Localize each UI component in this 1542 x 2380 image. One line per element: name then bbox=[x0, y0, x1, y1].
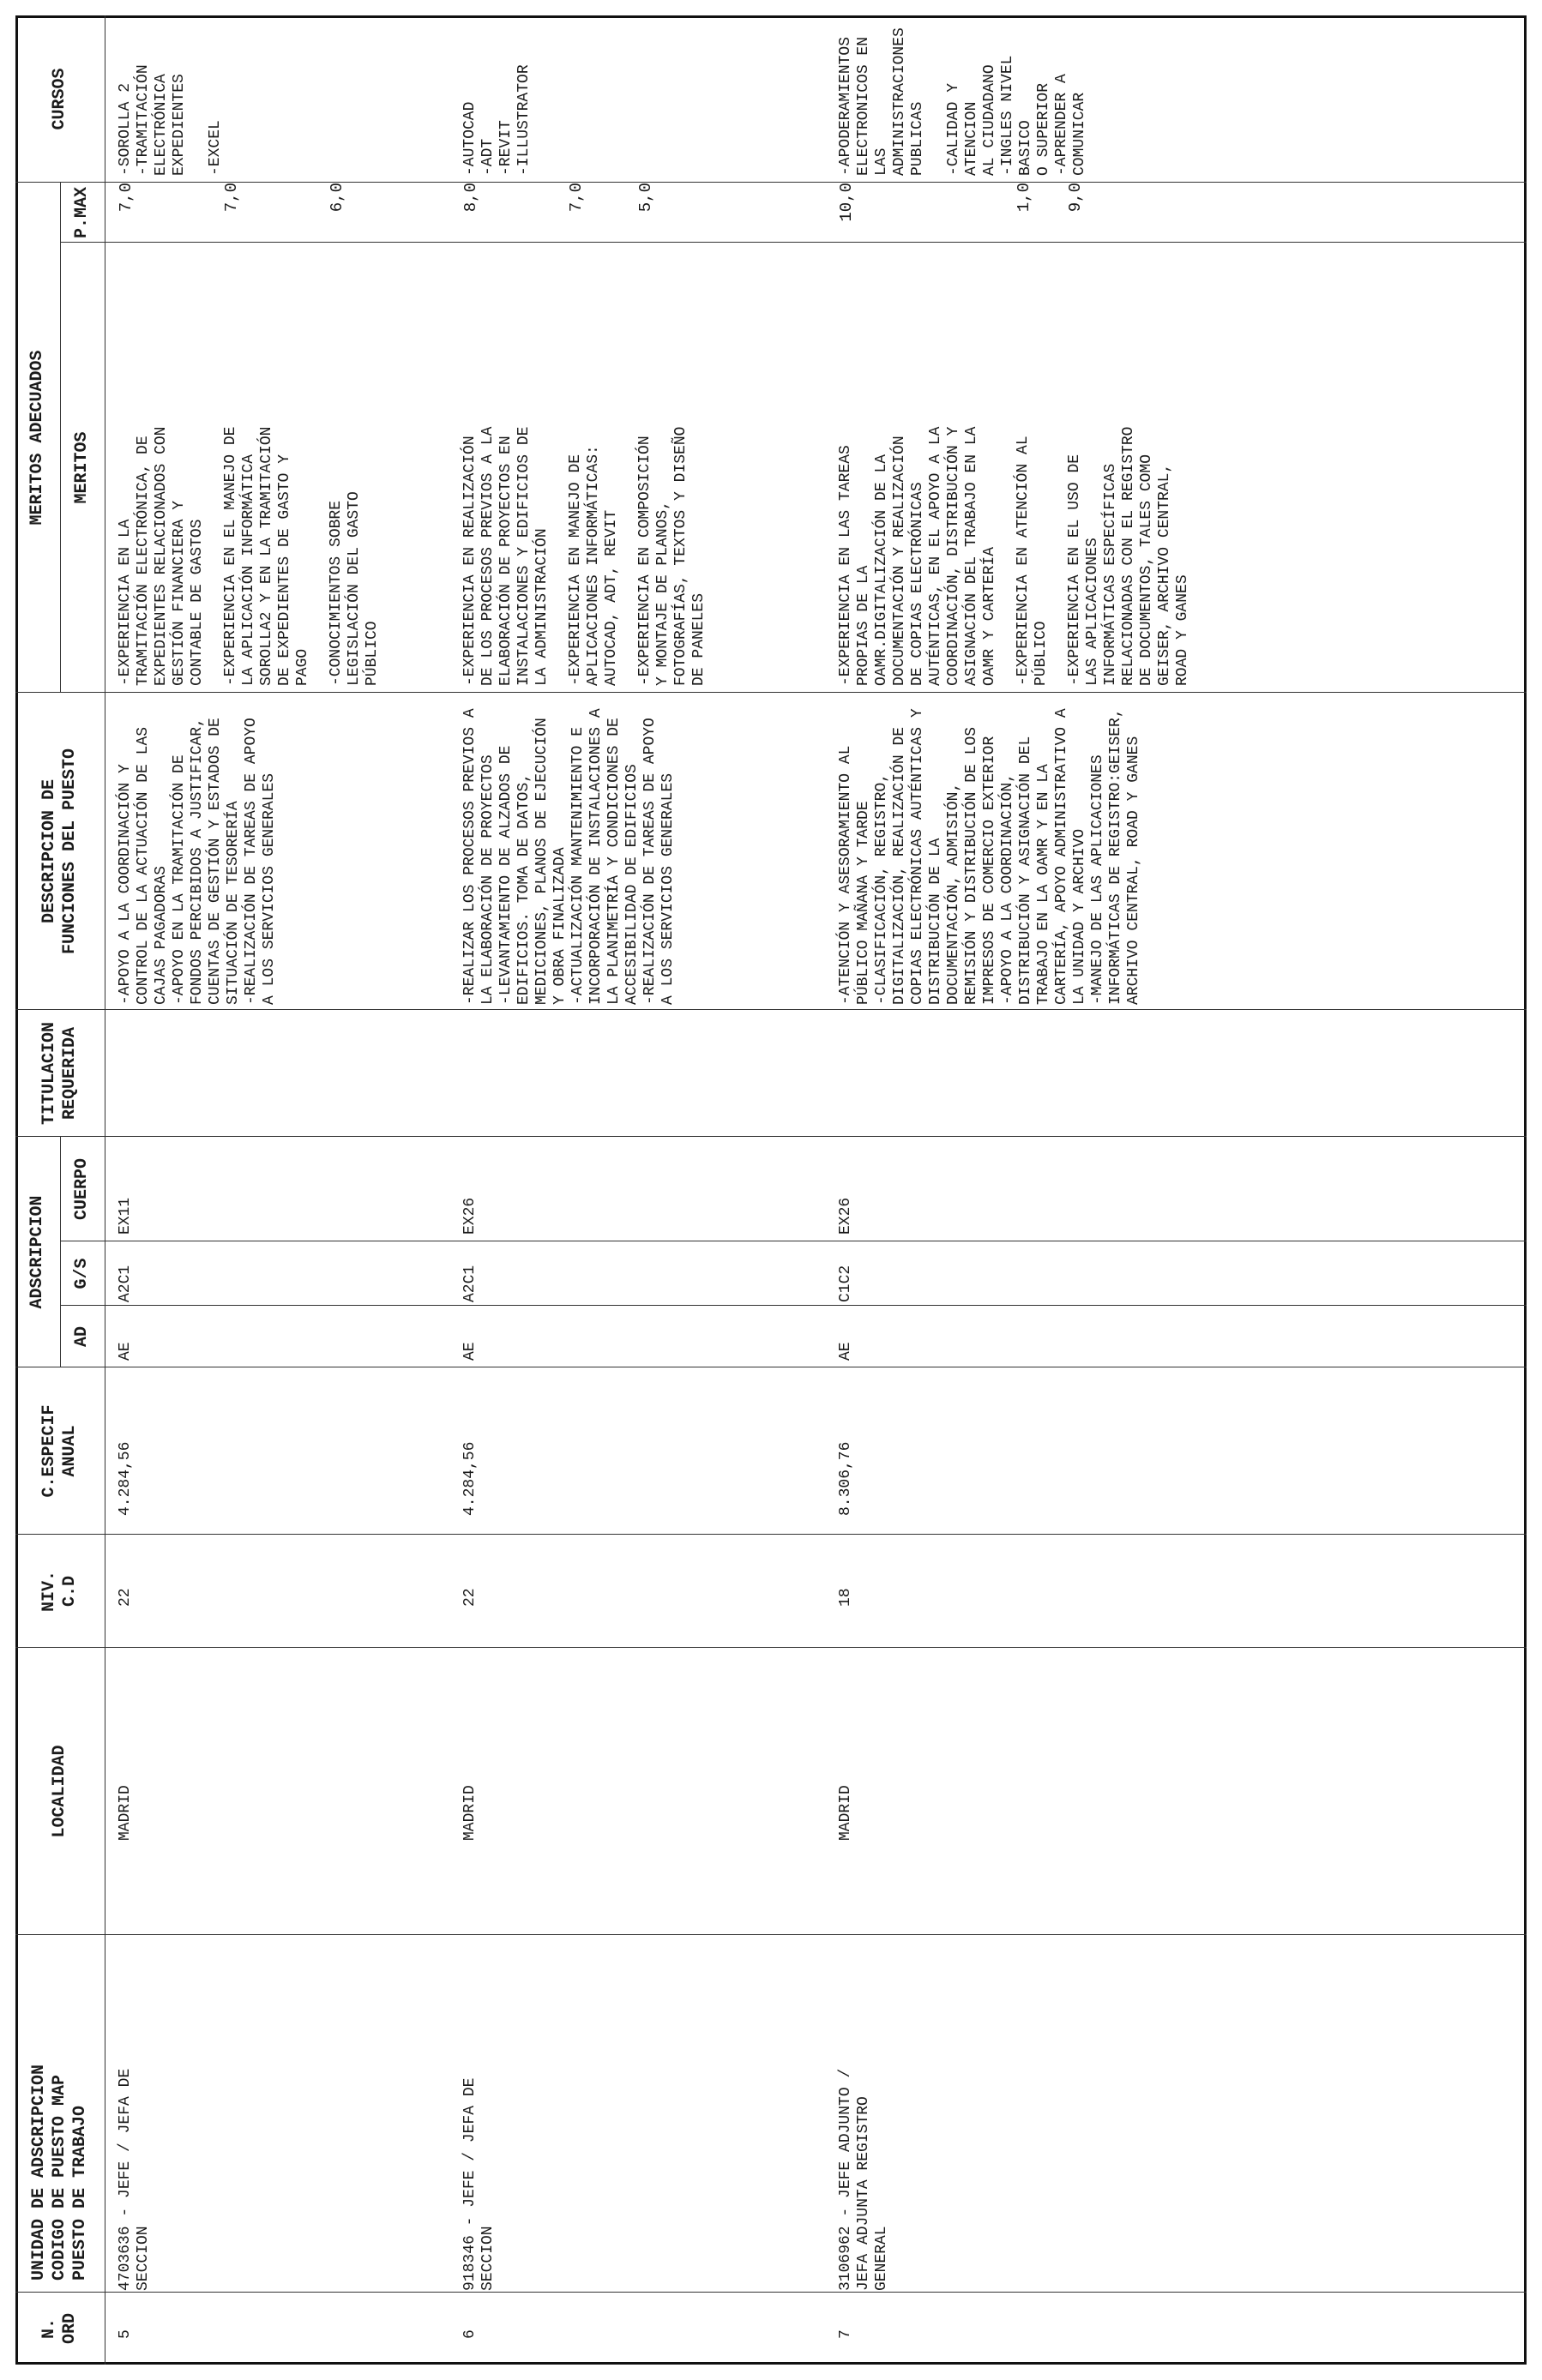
header-cursos bbox=[15, 15, 105, 183]
header-text: ORD bbox=[60, 2313, 80, 2345]
header-descripcion bbox=[15, 693, 105, 1010]
row-cursos: -SOROLLA 2 -TRAMITACIÓN ELECTRÓNICA EXPEDIENTES -EXCEL bbox=[117, 64, 224, 176]
row-cespecif: 8.306,76 bbox=[837, 1441, 854, 1516]
row-descripcion: -ATENCIÓN Y ASESORAMIENTO AL PÚBLICO MAÑANA Y TARDE -CLASIFICACIÓN, REGISTRO, DIGITALIZACIÓN, REALIZACIÓN DE COPIAS ELECTRÓNICAS AUTÉNTICAS Y DISTRIBUCIÓN DE LA DOCUMENTACIÓN, ADMISIÓN, REMISIÓN Y DISTRIBUCIÓN DE LOS IMPRESOS DE COMERCIO EXTERIOR -APOYO A LA COORDINACIÓN, DISTRIBUCIÓN Y ASIGNACIÓN DEL TRABAJO EN LA OAMR Y EN LA CARTERÍA, APOYO ADMINISTRATIVO A LA UNIDAD Y ARCHIVO -MANEJO DE LAS APLICACIONES INFORMÁTICAS DE REGISTRO:GEISER, ARCHIVO CENTRAL, ROAD Y GANES bbox=[837, 708, 1142, 1005]
col-divider bbox=[15, 2292, 1527, 2293]
header-text: MERITOS ADECUADOS bbox=[27, 350, 47, 526]
header-pmax bbox=[60, 183, 105, 243]
row-ord: 6 bbox=[461, 2329, 479, 2339]
row-gs: A2C1 bbox=[461, 1265, 479, 1302]
header-text: C.ESPECIF bbox=[39, 1404, 59, 1498]
row-cespecif: 4.284,56 bbox=[117, 1441, 134, 1516]
row-pmax: 7,0 bbox=[567, 183, 586, 213]
header-text: CUERPO bbox=[72, 1158, 92, 1221]
header-text: NIV. bbox=[39, 1571, 59, 1613]
rotated-table-page bbox=[15, 15, 1527, 2365]
header-text: MERITOS bbox=[72, 431, 92, 504]
row-pmax: 9,0 bbox=[1066, 183, 1085, 213]
header-titulacion bbox=[15, 1010, 105, 1137]
header-unidad bbox=[15, 1935, 105, 2293]
row-cuerpo: EX11 bbox=[117, 1197, 134, 1235]
row-ad: AE bbox=[837, 1342, 854, 1361]
row-cuerpo: EX26 bbox=[837, 1197, 854, 1235]
header-adscripcion bbox=[15, 1137, 60, 1367]
row-merito: -EXPERIENCIA EN EL USO DE LAS APLICACIONES INFORMÁTICAS ESPECÍFICAS RELACIONADAS CON EL REGISTRO DE DOCUMENTOS, TALES COMO GEISER, ARCHIVO CENTRAL, ROAD Y GANES bbox=[1066, 426, 1191, 686]
header-cespecif bbox=[15, 1367, 105, 1535]
row-puesto: 918346 - JEFE / JEFA DE SECCION bbox=[461, 2077, 497, 2291]
header-text: N. bbox=[39, 2318, 59, 2340]
header-localidad bbox=[15, 1648, 105, 1935]
row-pmax: 7,0 bbox=[117, 183, 136, 213]
row-cuerpo: EX26 bbox=[461, 1197, 479, 1235]
row-ord: 7 bbox=[837, 2329, 854, 2339]
row-ord: 5 bbox=[117, 2329, 134, 2339]
header-text: TITULACION bbox=[39, 1021, 59, 1126]
header-text: CODIGO DE PUESTO MAP bbox=[50, 2074, 69, 2281]
row-niv: 18 bbox=[837, 1588, 854, 1607]
header-text: UNIDAD DE ADSCRIPCION bbox=[29, 2064, 49, 2281]
header-text: PUESTO DE TRABAJO bbox=[70, 2105, 90, 2281]
header-gs bbox=[60, 1241, 105, 1306]
row-gs: C1C2 bbox=[837, 1265, 854, 1302]
row-localidad: MADRID bbox=[117, 1785, 134, 1841]
header-cuerpo bbox=[60, 1137, 105, 1241]
row-merito: -EXPERIENCIA EN REALIZACIÓN DE LOS PROCESOS PREVIOS A LA ELABORACIÓN DE PROYECTOS EN INSTALACIONES Y EDIFICIOS DE LA ADMINISTRACIÓN bbox=[461, 426, 551, 686]
row-cespecif: 4.284,56 bbox=[461, 1441, 479, 1516]
col-divider bbox=[15, 1136, 1527, 1137]
row-pmax: 7,0 bbox=[222, 183, 241, 213]
row-pmax: 5,0 bbox=[636, 183, 655, 213]
header-meritos bbox=[60, 243, 105, 693]
header-meritos-adecuados bbox=[15, 183, 60, 693]
col-divider bbox=[15, 1647, 1527, 1648]
row-pmax: 8,0 bbox=[461, 183, 480, 213]
row-pmax: 1,0 bbox=[1015, 183, 1033, 213]
header-text: FUNCIONES DEL PUESTO bbox=[60, 748, 80, 955]
header-text: DESCRIPCION DE bbox=[39, 778, 59, 924]
row-pmax: 10,0 bbox=[837, 183, 856, 222]
row-gs: A2C1 bbox=[117, 1265, 134, 1302]
row-localidad: MADRID bbox=[461, 1785, 479, 1841]
header-niv bbox=[15, 1535, 105, 1648]
header-ad bbox=[60, 1306, 105, 1367]
header-n-ord bbox=[15, 2293, 105, 2365]
col-divider bbox=[15, 1009, 1527, 1010]
row-merito: -EXPERIENCIA EN LA TRAMITACIÓN ELECTRÓNICA, DE EXPEDIENTES RELACIONADOS CON GESTIÓN FINANCIERA Y CONTABLE DE GASTOS bbox=[117, 426, 206, 686]
col-divider bbox=[15, 1934, 1527, 1935]
row-merito: -EXPERIENCIA EN EL MANEJO DE LA APLICACIÓN INFORMÁTICA SOROLLA2 Y EN LA TRAMITACIÓN DE EXPEDIENTES DE GASTO Y PAGO bbox=[222, 426, 311, 686]
col-divider bbox=[60, 242, 1527, 243]
row-puesto: 3106962 - JEFE ADJUNTO / JEFA ADJUNTA REGISTRO GENERAL bbox=[837, 2068, 890, 2291]
header-text: AD bbox=[72, 1326, 92, 1348]
row-ad: AE bbox=[117, 1342, 134, 1361]
row-cursos: -AUTOCAD -ADT -REVIT -ILLUSTRATOR bbox=[461, 64, 533, 176]
row-merito: -CONOCIMIENTOS SOBRE LEGISLACIÓN DEL GASTO PÚBLICO bbox=[328, 491, 381, 686]
row-niv: 22 bbox=[461, 1588, 479, 1607]
row-localidad: MADRID bbox=[837, 1785, 854, 1841]
row-descripcion: -APOYO A LA COORDINACIÓN Y CONTROL DE LA ACTUACIÓN DE LAS CAJAS PAGADORAS -APOYO EN LA TRAMITACIÓN DE FONDOS PERCIBIDOS A JUSTIFICAR, CUENTAS DE GESTIÓN Y ESTADOS DE SITUACIÓN DE TESORERÍA -REALIZACIÓN DE TAREAS DE APOYO A LOS SERVICIOS GENERALES bbox=[117, 718, 278, 1005]
header-text: LOCALIDAD bbox=[50, 1745, 69, 1838]
row-merito: -EXPERIENCIA EN COMPOSICIÓN Y MONTAJE DE PLANOS, FOTOGRAFÍAS, TEXTOS Y DISEÑO DE PANELES bbox=[636, 426, 708, 686]
header-text: CURSOS bbox=[50, 68, 69, 130]
row-merito: -EXPERIENCIA EN ATENCIÓN AL PÚBLICO bbox=[1015, 436, 1050, 686]
row-pmax: 6,0 bbox=[328, 183, 346, 213]
header-text: REQUERIDA bbox=[60, 1026, 80, 1121]
row-niv: 22 bbox=[117, 1588, 134, 1607]
row-ad: AE bbox=[461, 1342, 479, 1361]
col-divider bbox=[60, 1305, 1527, 1306]
row-merito: -EXPERIENCIA EN MANEJO DE APLICACIONES INFORMÁTICAS: AUTOCAD, ADT, REVIT bbox=[567, 445, 620, 686]
row-cursos: -APODERAMIENTOS ELECTRONICOS EN LAS ADMINISTRACIONES PUBLICAS -CALIDAD Y ATENCION AL CIUDADANO -INGLES NIVEL BASICO O SUPERIOR -APRENDER A COMUNICAR bbox=[837, 27, 1088, 176]
header-text: P.MAX bbox=[72, 187, 92, 239]
row-descripcion: -REALIZAR LOS PROCESOS PREVIOS A LA ELABORACIÓN DE PROYECTOS -LEVANTAMIENTO DE ALZADOS DE EDIFICIOS. TOMA DE DATOS, MEDICIONES, PLANOS DE EJECUCIÓN Y OBRA FINALIZADA -ACTUALIZACIÓN MANTENIMIENTO E INCORPORACIÓN DE INSTALACIONES A LA PLANIMETRÍA Y CONDICIONES DE ACCESIBILIDAD DE EDIFICIOS -REALIZACIÓN DE TAREAS DE APOYO A LOS SERVICIOS GENERALES bbox=[461, 708, 677, 1005]
col-divider bbox=[15, 1534, 1527, 1535]
header-text: ANUAL bbox=[60, 1425, 80, 1477]
header-text: C.D bbox=[60, 1576, 80, 1608]
header-text: ADSCRIPCION bbox=[27, 1195, 47, 1309]
header-text: G/S bbox=[72, 1258, 92, 1289]
row-puesto: 4703636 - JEFE / JEFA DE SECCION bbox=[117, 2068, 152, 2291]
col-divider bbox=[15, 182, 1527, 183]
row-merito: -EXPERIENCIA EN LAS TAREAS PROPIAS DE LA OAMR.DIGITALIZACIÓN DE LA DOCUMENTACIÓN Y REALIZACIÓN DE COPIAS ELECTRÓNICAS AUTÉNTICAS, EN EL APOYO A LA COORDINACIÓN, DISTRIBUCIÓN Y ASIGNACIÓN DEL TRABAJO EN LA OAMR Y CARTERÍA bbox=[837, 426, 998, 686]
